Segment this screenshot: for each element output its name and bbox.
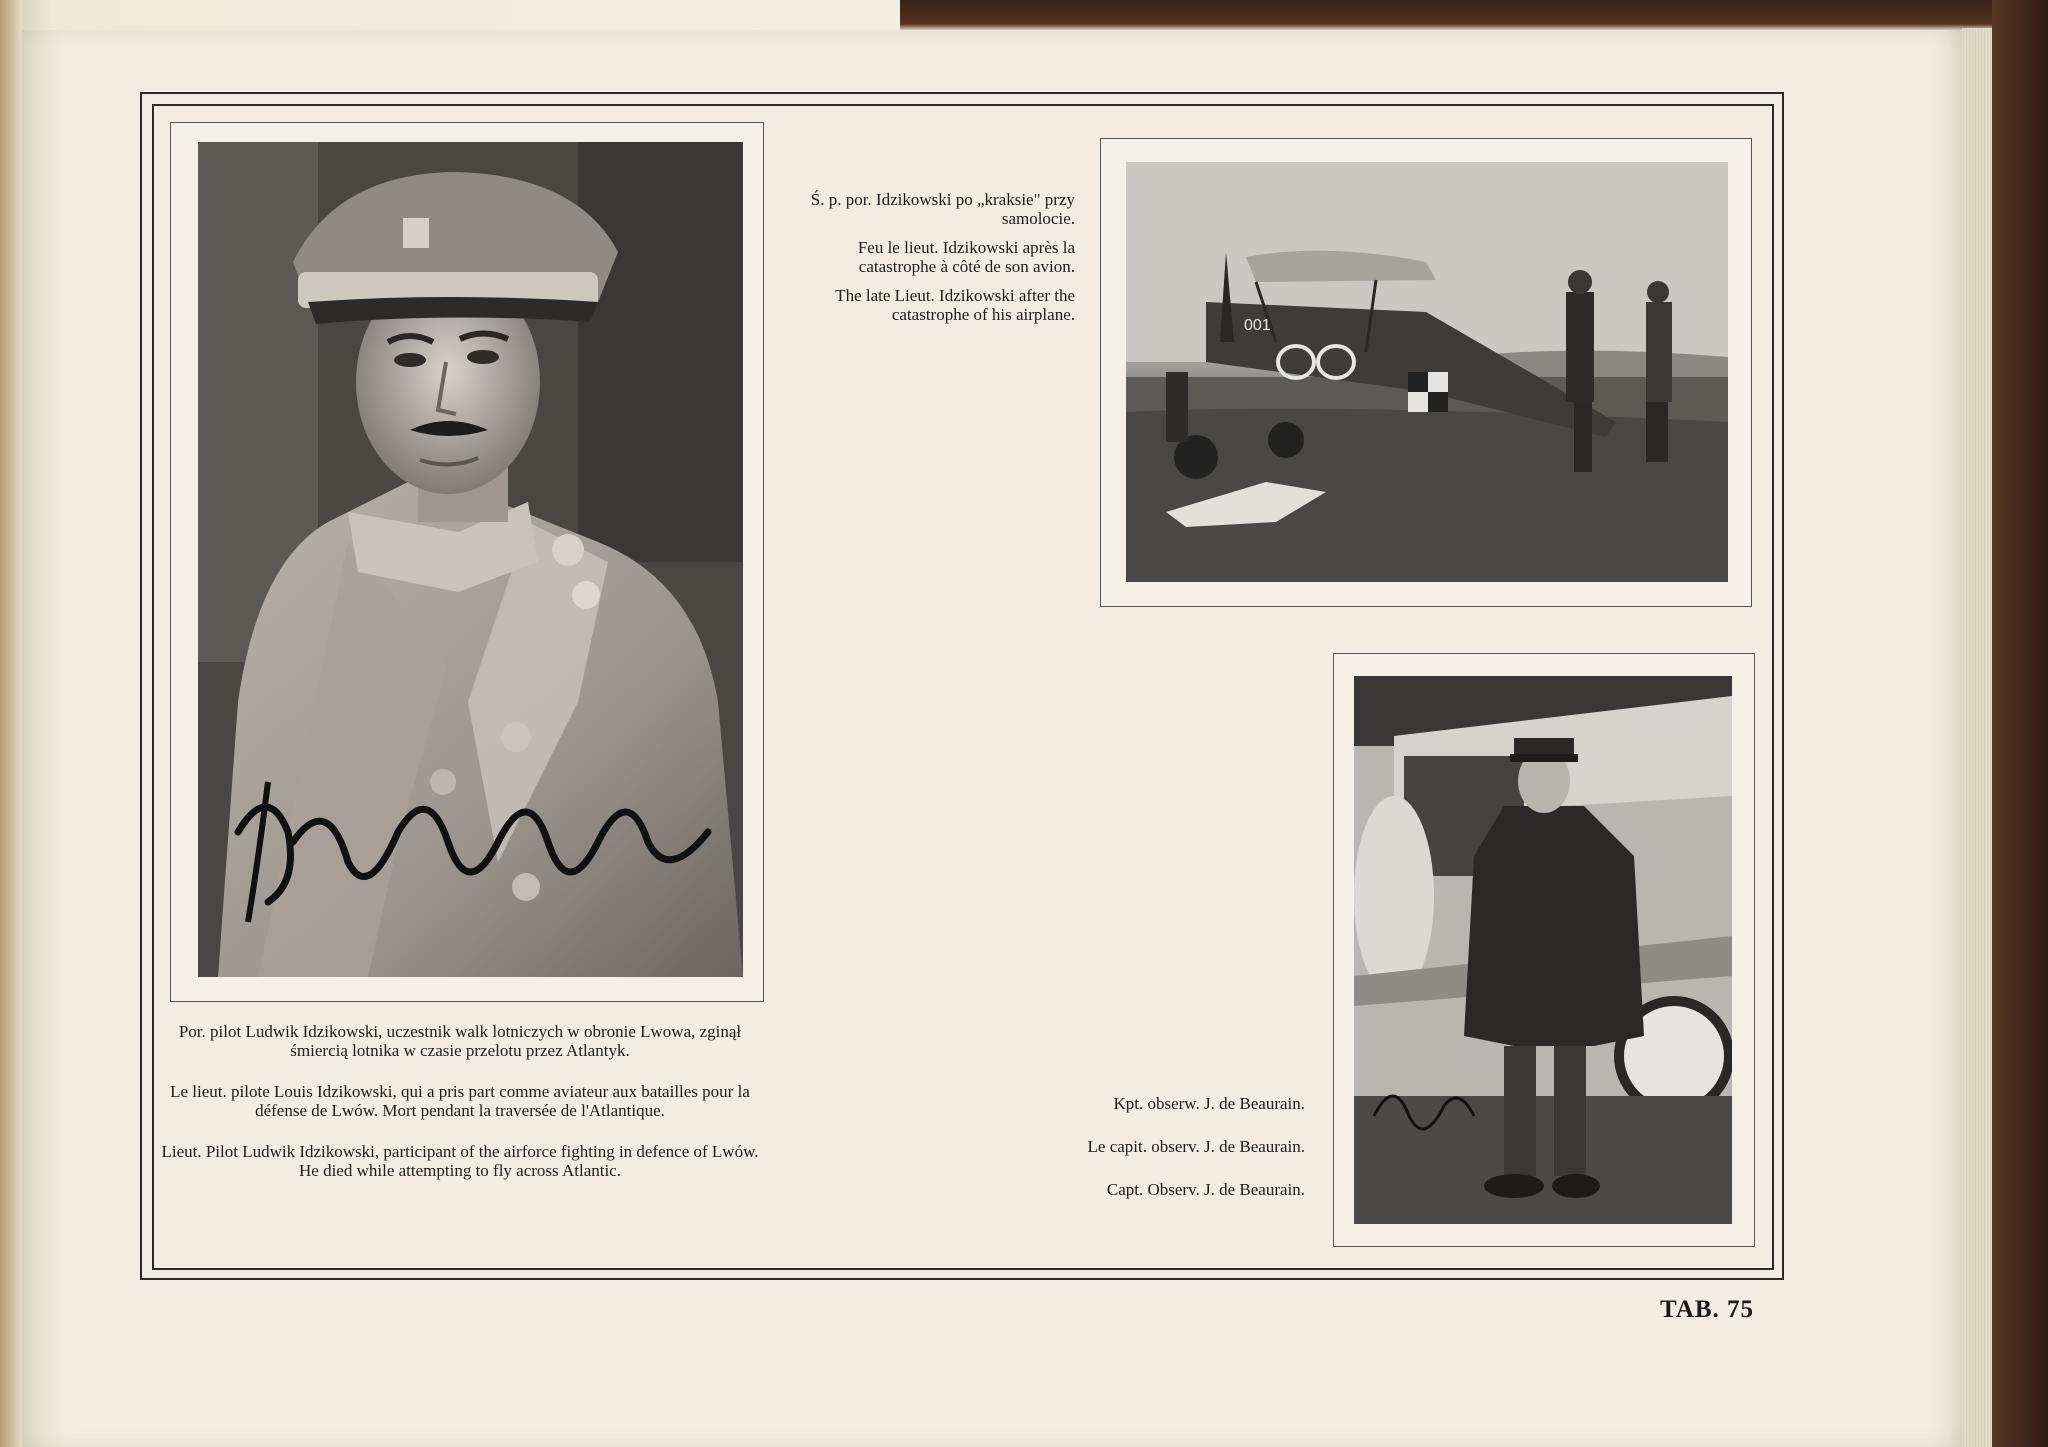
- plane-number-marking: 001: [1244, 317, 1271, 334]
- airplane-photo: [1126, 162, 1728, 582]
- plane-caption-pl: Ś. p. por. Idzikowski po „kraksie" przy samolocie.: [810, 190, 1075, 228]
- officer-photo: [1354, 676, 1732, 1224]
- officer-caption-en: Capt. Observ. J. de Beaurain.: [1106, 1180, 1305, 1199]
- airplane-drawing: [1126, 162, 1728, 582]
- page-edges: [1962, 28, 1992, 1447]
- portrait-caption-pl: Por. pilot Ludwik Idzikowski, uczestnik walk lotniczych w obronie Lwowa, zginął śmiercią lotnika w czasie przelotu przez Atlantyk.: [178, 1022, 742, 1060]
- book-spine-edge: [0, 0, 22, 1447]
- book-cover-right: [1992, 0, 2048, 1447]
- officer-caption: [985, 1094, 1305, 1199]
- plane-caption-en: The late Lieut. Idzikowski after the catastrophe of his airplane.: [835, 286, 1075, 324]
- officer-caption-pl: Kpt. obserw. J. de Beaurain.: [1113, 1094, 1305, 1113]
- book-cover-top: [900, 0, 2048, 30]
- plane-caption: [780, 190, 1075, 324]
- portrait-drawing: [198, 142, 743, 977]
- officer-drawing: [1354, 676, 1732, 1224]
- portrait-caption-en: Lieut. Pilot Ludwik Idzikowski, participant of the airforce fighting in defence of Lwów. He died while attempting to fly across Atlantic.: [161, 1142, 759, 1180]
- page-label: TAB. 75: [1660, 1296, 1755, 1323]
- plane-caption-fr: Feu le lieut. Idzikowski après la catastrophe à côté de son avion.: [857, 238, 1075, 276]
- portrait-photo: [198, 142, 743, 977]
- officer-caption-fr: Le capit. observ. J. de Beaurain.: [1087, 1137, 1305, 1156]
- portrait-caption: [150, 1022, 770, 1180]
- portrait-caption-fr: Le lieut. pilote Louis Idzikowski, qui a pris part comme aviateur aux batailles pour la défense de Lwów. Mort pendant la traversée de l'Atlantique.: [170, 1082, 750, 1120]
